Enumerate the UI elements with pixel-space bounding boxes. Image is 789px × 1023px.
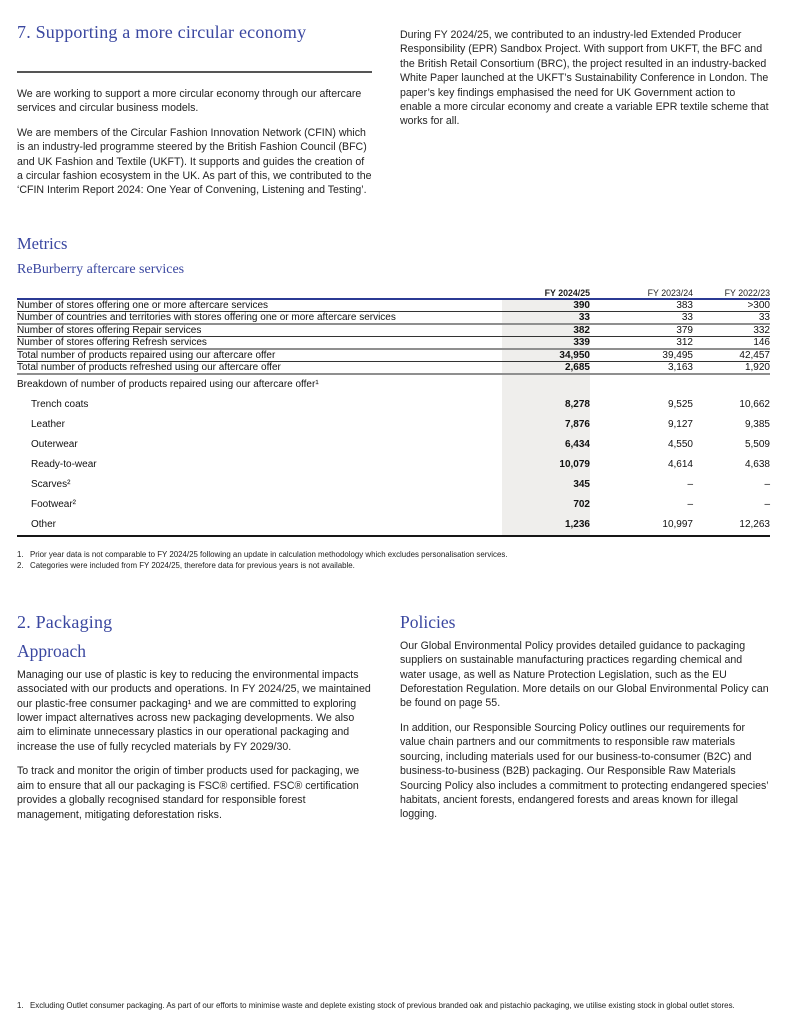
metrics-heading: Metrics (17, 233, 68, 253)
row-value: 332 (753, 324, 770, 336)
table-row (17, 515, 770, 536)
section-2-title: 2. Packaging (17, 611, 113, 632)
aftercare-metrics-table (17, 288, 770, 537)
circular-economy-left-column (17, 22, 372, 208)
row-label: Number of stores offering Refresh services (17, 336, 207, 348)
footnote-item (17, 549, 770, 560)
row-value: 2,685 (502, 361, 590, 374)
row-value: 4,550 (667, 439, 693, 451)
section-7-title: 7. Supporting a more circular economy (17, 22, 307, 42)
footnote-item (17, 1000, 770, 1012)
section-circular-economy (17, 22, 770, 208)
table-row (17, 435, 770, 455)
packaging-right-column (400, 612, 770, 832)
row-label: Scarves² (31, 479, 71, 491)
row-label: Number of stores offering one or more aftercare services (17, 299, 269, 311)
row-value: 5,509 (744, 439, 770, 451)
row-label: Trench coats (31, 399, 89, 411)
row-value: 382 (502, 324, 590, 337)
row-value: 33 (681, 311, 693, 323)
row-value: 33 (502, 311, 590, 324)
row-label: Number of countries and territories with stores offering one or more aftercare services (17, 311, 396, 323)
policies-heading: Policies (400, 611, 456, 632)
row-value: 10,997 (662, 519, 693, 531)
row-value: 7,876 (502, 415, 590, 435)
row-value: 42,457 (739, 349, 770, 361)
row-value: 34,950 (502, 349, 590, 362)
table-row (17, 495, 770, 515)
row-value: 339 (502, 336, 590, 349)
column-header-fy2022: FY 2022/23 (724, 287, 770, 298)
row-label: Footwear² (31, 499, 77, 511)
row-value: 10,079 (502, 455, 590, 475)
footnote-number: 2. (17, 560, 24, 570)
circular-economy-body: We are members of the Circular Fashion Innovation Network (CFIN) which is an industry-led programme steered by the British Fashion Council (BFC) and UK Fashion and Textile (UKFT). It supports and guides the creation of a circular fashion ecosystem in the UK. As part of this, we contributed to the ‘CFIN Interim Report 2024: One Year of Convening, Listening and Testing’. (17, 126, 372, 197)
footnote-item (17, 560, 770, 571)
table-row (17, 374, 770, 395)
footnote-text: Prior year data is not comparable to FY 2024/25 following an update in calculation methodology which excludes personalisation services. (30, 549, 508, 559)
row-value: 12,263 (739, 519, 770, 531)
row-value (502, 374, 590, 395)
row-value: 4,614 (667, 459, 693, 471)
row-value: – (687, 479, 693, 491)
packaging-left-column (17, 612, 372, 832)
row-value: 345 (502, 475, 590, 495)
table-row (17, 455, 770, 475)
approach-heading: Approach (17, 640, 87, 661)
epr-paragraph: During FY 2024/25, we contributed to an industry-led Extended Producer Responsibility (EPR) Sandbox Project. With support from UKFT, the BFC and the British Retail Consortium (BRC), the project resulted in an industry-backed White Paper launched at the UKFT’s Sustainability Conference in London. The paper’s key findings emphasised the need for UK Government action to enable a more circular economy and create a variable EPR textile scheme that works for all. (400, 29, 769, 128)
row-value: 702 (502, 495, 590, 515)
row-label: Other (31, 519, 57, 531)
row-value: 9,127 (667, 419, 693, 431)
row-value: >300 (747, 299, 770, 311)
row-label: Total number of products refreshed using our aftercare offer (17, 361, 281, 373)
section-title-rule (17, 71, 372, 73)
policies-paragraph-2: In addition, our Responsible Sourcing Policy outlines our requirements for value chain partners and our commitments to responsible raw materials sourcing, including materials used for our business-to-consumer (B2C) and business-to-business (B2B) packaging. Our Responsible Raw Materials Sourcing Policy also includes a commitment to protecting endangered species’ habitats, ancient forests, endangered forests and areas known for illegal logging. (400, 721, 769, 821)
row-value: 390 (502, 299, 590, 312)
circular-economy-intro: We are working to support a more circular economy through our aftercare services and circular business models. (17, 88, 362, 115)
table-row (17, 324, 770, 337)
row-label: Total number of products repaired using our aftercare offer (17, 349, 276, 361)
column-header-fy2024: FY 2024/25 (544, 287, 590, 298)
table-row (17, 336, 770, 349)
table-row (17, 475, 770, 495)
row-value: 39,495 (662, 349, 693, 361)
table-row (17, 415, 770, 435)
table-row (17, 299, 770, 312)
row-value: 9,525 (667, 399, 693, 411)
table-row (17, 395, 770, 415)
row-label: Breakdown of number of products repaired using our aftercare offer¹ (17, 379, 319, 391)
row-value: – (764, 499, 770, 511)
table-header-row (17, 288, 770, 299)
row-label: Number of stores offering Repair services (17, 324, 202, 336)
approach-paragraph-1: Managing our use of plastic is key to reducing the environmental impacts associated with our products and operations. In FY 2024/25, we maintained our plastic-free consumer packaging¹ and we are committed to exploring lower impact alternatives across new packaging developments. We also aim to eliminate unnecessary plastics in our operational packaging and increase the use of fully recycled materials by FY 2029/30. (17, 668, 371, 753)
row-value: 379 (676, 324, 693, 336)
policies-paragraph-1: Our Global Environmental Policy provides detailed guidance to packaging suppliers on sustainable manufacturing practices regarding chemical and water usage, as well as Nature Protection Legislation, such as the EU Deforestation Regulation. More details on our Global Environmental Policy can be found on page 55. (400, 639, 769, 710)
table-row (17, 349, 770, 362)
row-value: 6,434 (502, 435, 590, 455)
row-value (590, 374, 693, 395)
aftercare-table-heading: ReBurberry aftercare services (17, 261, 185, 277)
row-value (693, 374, 770, 395)
footnote-text: Categories were included from FY 2024/25, therefore data for previous years is not available. (30, 560, 355, 570)
row-value: – (764, 479, 770, 491)
row-label: Ready-to-wear (31, 459, 97, 471)
table-row (17, 361, 770, 374)
row-value: 1,236 (502, 515, 590, 536)
row-value: 10,662 (739, 399, 770, 411)
row-value: – (687, 499, 693, 511)
row-label: Leather (31, 419, 65, 431)
table-footnotes (17, 549, 770, 571)
footnote-number: 1. (17, 1000, 24, 1010)
row-value: 383 (676, 299, 693, 311)
footnote-number: 1. (17, 549, 24, 559)
row-value: 146 (753, 336, 770, 348)
row-value: 1,920 (744, 361, 770, 373)
row-value: 8,278 (502, 395, 590, 415)
footnote-text: Excluding Outlet consumer packaging. As part of our efforts to minimise waste and deplete existing stock of previous branded oak and pistachio packaging, we utilise existing stock in global outlet stores. (30, 1000, 735, 1010)
row-value: 4,638 (744, 459, 770, 471)
row-label: Outerwear (31, 439, 78, 451)
column-header-fy2023: FY 2023/24 (647, 287, 693, 298)
section-packaging (17, 612, 770, 832)
table-row (17, 311, 770, 324)
row-value: 9,385 (744, 419, 770, 431)
circular-economy-right-column (400, 22, 770, 208)
row-value: 312 (676, 336, 693, 348)
row-value: 3,163 (667, 361, 693, 373)
table-header-empty (17, 288, 502, 299)
approach-paragraph-2: To track and monitor the origin of timber products used for packaging, we aim to ensure that all our packaging is FSC® certified. FSC® certification provides a globally recognised standard for responsible forest management, mitigating deforestation risks. (17, 765, 360, 821)
page-footnote (17, 1000, 770, 1012)
row-value: 33 (758, 311, 770, 323)
